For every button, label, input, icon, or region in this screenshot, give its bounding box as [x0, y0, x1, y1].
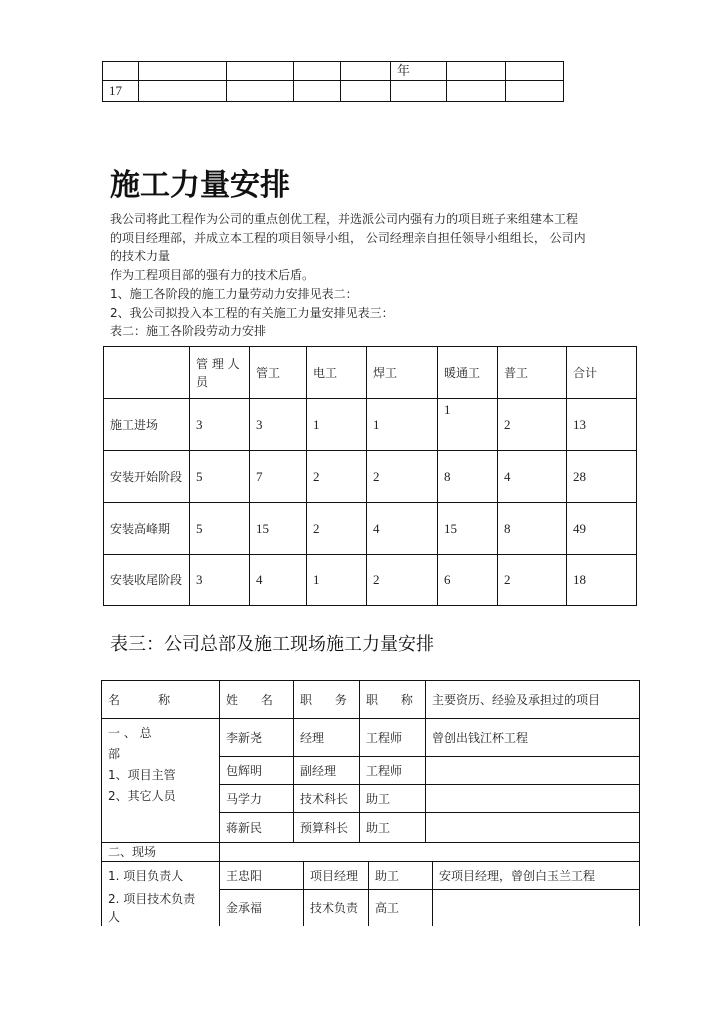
table-cell: 蒋新民 — [219, 812, 294, 843]
table-cell: 49 — [566, 502, 637, 555]
table-cell — [226, 61, 294, 81]
table-cell: 工程师 — [359, 756, 426, 785]
table-cell: 3 — [189, 398, 250, 451]
section-label: 1. 项目负责人 — [101, 861, 220, 890]
table-cell: 4 — [249, 554, 307, 606]
table-cell — [446, 80, 506, 102]
table-cell: 马学力 — [219, 784, 294, 813]
table-cell: 经理 — [293, 718, 360, 757]
para-line: 2、我公司拟投入本工程的有关施工力量安排见表三： — [110, 305, 394, 320]
table3-title: 表三：公司总部及施工现场施工力量安排 — [110, 634, 434, 655]
table-cell: 3 — [249, 398, 307, 451]
table-cell: 6 — [437, 554, 498, 606]
table-cell — [138, 80, 227, 102]
table-cell — [293, 80, 341, 102]
table-cell: 7 — [249, 450, 307, 503]
section-label: 二、现场 — [101, 842, 220, 862]
table-cell: 安项目经理，曾创白玉兰工程 — [432, 861, 640, 890]
header-cell — [103, 346, 190, 399]
table-cell: 包辉明 — [219, 756, 294, 785]
header-cell: 电工 — [306, 346, 367, 399]
header-cell: 主要资历、经验及承担过的项目 — [425, 680, 640, 719]
section-label: 2. 项目技术负责 人 — [101, 889, 220, 926]
header-cell: 暖通工 — [437, 346, 498, 399]
table-cell — [226, 80, 294, 102]
table-cell — [505, 61, 564, 81]
table-cell — [446, 61, 506, 81]
table-cell: 15 — [437, 502, 498, 555]
table-cell: 2 — [497, 554, 567, 606]
para-line: 作为工程项目部的强有力的技术后盾。 — [110, 268, 315, 283]
table-cell: 工程师 — [359, 718, 426, 757]
table-cell: 助工 — [368, 861, 433, 890]
para-line: 我公司将此工程作为公司的重点创优工程，并选派公司内强有力的项目班子来组建本工程 — [110, 212, 579, 226]
table-cell — [390, 80, 447, 102]
header-cell: 职 务 — [293, 680, 360, 719]
table-cell: 项目经理 — [303, 861, 369, 890]
header-cell: 焊工 — [366, 346, 438, 399]
table-cell — [293, 61, 341, 81]
table-cell: 2 — [306, 450, 367, 503]
header-cell: 姓 名 — [219, 680, 294, 719]
table-cell: 2 — [366, 450, 438, 503]
table-cell — [340, 61, 391, 81]
table-cell: 金承福 — [219, 889, 304, 926]
table-cell: 5 — [189, 450, 250, 503]
table-cell — [102, 61, 139, 81]
header-cell: 管 理 人 员 — [189, 346, 250, 399]
table-cell: 曾创出钱江杯工程 — [425, 718, 640, 757]
table-cell — [340, 80, 391, 102]
table-cell: 技术负责 — [303, 889, 369, 926]
table-cell: 4 — [366, 502, 438, 555]
table2-caption: 表二：施工各阶段劳动力安排 — [110, 324, 267, 339]
table-cell: 4 — [497, 450, 567, 503]
table-cell: 助工 — [359, 784, 426, 813]
intro-paragraph — [110, 210, 640, 341]
table-cell: 3 — [189, 554, 250, 606]
table-cell: 1 — [437, 398, 498, 451]
table-cell: 17 — [102, 80, 139, 102]
table-cell — [425, 812, 640, 843]
table-cell: 2 — [497, 398, 567, 451]
row-label: 安装开始阶段 — [103, 450, 190, 503]
table-cell — [432, 889, 640, 926]
table-cell: 1 — [366, 398, 438, 451]
header-cell: 名 称 — [101, 680, 220, 719]
row-label: 施工进场 — [103, 398, 190, 451]
section-label: 一 、 总 部 1、项目主管 2、其它人员 — [101, 718, 220, 843]
table-cell: 年 — [390, 61, 447, 81]
table-cell: 高工 — [368, 889, 433, 926]
table-cell: 18 — [566, 554, 637, 606]
table-cell: 王忠阳 — [219, 861, 304, 890]
table-cell: 13 — [566, 398, 637, 451]
table-cell: 8 — [437, 450, 498, 503]
table-cell: 15 — [249, 502, 307, 555]
para-line: 的技术力量 — [110, 249, 171, 264]
para-line: 的项目经理部，并成立本工程的项目领导小组， 公司经理亲自担任领导小组组长， 公司内 — [110, 230, 586, 245]
table-cell: 8 — [497, 502, 567, 555]
section-title: 施工力量安排 — [110, 168, 290, 203]
header-cell: 普工 — [497, 346, 567, 399]
table-cell: 预算科长 — [293, 812, 360, 843]
table-cell: 副经理 — [293, 756, 360, 785]
para-line: 1、施工各阶段的施工力量劳动力安排见表二： — [110, 286, 358, 301]
table-cell: 28 — [566, 450, 637, 503]
table-cell: 1 — [306, 554, 367, 606]
header-cell: 职 称 — [359, 680, 426, 719]
table-cell — [425, 756, 640, 785]
table-cell: 李新尧 — [219, 718, 294, 757]
row-label: 安装收尾阶段 — [103, 554, 190, 606]
row-label: 安装高峰期 — [103, 502, 190, 555]
empty-cell — [219, 842, 640, 862]
table-cell: 2 — [306, 502, 367, 555]
table-cell: 2 — [366, 554, 438, 606]
table-cell — [505, 80, 564, 102]
table-cell — [425, 784, 640, 813]
table-cell: 助工 — [359, 812, 426, 843]
header-cell: 合计 — [566, 346, 637, 399]
table-cell: 5 — [189, 502, 250, 555]
header-cell: 管工 — [249, 346, 307, 399]
table-cell: 技术科长 — [293, 784, 360, 813]
table-cell — [138, 61, 227, 81]
table-cell: 1 — [306, 398, 367, 451]
